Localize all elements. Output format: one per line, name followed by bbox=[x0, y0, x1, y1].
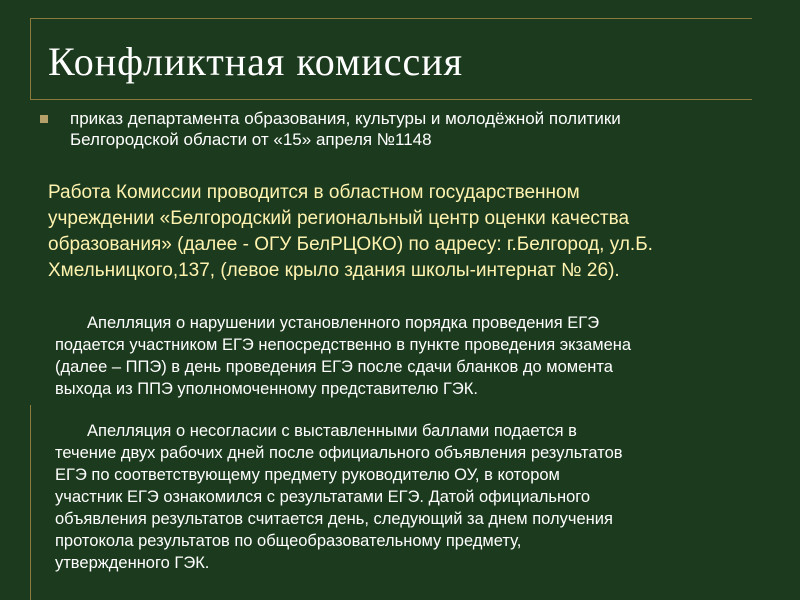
bullet-item bbox=[40, 108, 760, 150]
paragraph-line: участник ЕГЭ ознакомился с результатами ЕГЭ. Датой официального bbox=[55, 488, 591, 506]
paragraph-line: объявления результатов считается день, следующий за днем получения bbox=[55, 510, 613, 528]
paragraph-line: утвержденного ГЭК. bbox=[55, 554, 210, 572]
paragraph-line: Апелляция о несогласии с выставленными баллами подается в bbox=[87, 422, 577, 440]
highlight-line: учреждении «Белгородский региональный центр оценки качества bbox=[48, 208, 630, 229]
frame-top-line bbox=[30, 18, 752, 19]
paragraph-line: протокола результатов по общеобразовательному предмету, bbox=[55, 532, 522, 550]
commission-location-text bbox=[48, 180, 778, 284]
paragraph-line: (далее – ППЭ) в день проведения ЕГЭ после сдачи бланков до момента bbox=[55, 358, 613, 376]
paragraph-line: ЕГЭ по соответствующему предмету руководителю ОУ, в котором bbox=[55, 466, 560, 484]
bullet-square-icon bbox=[40, 115, 48, 123]
slide-title: Конфликтная комиссия bbox=[48, 39, 463, 84]
highlight-line: образования» (далее - ОГУ БелРЦОКО) по адресу: г.Белгород, ул.Б. bbox=[48, 234, 653, 255]
highlight-line: Работа Комиссии проводится в областном государственном bbox=[48, 182, 580, 203]
appeal-procedure-paragraph bbox=[55, 312, 767, 400]
bullet-line: Белгородской области от «15» апреля №1148 bbox=[70, 130, 432, 149]
paragraph-line: выхода из ППЭ уполномоченному представителю ГЭК. bbox=[55, 380, 478, 398]
paragraph-line: Апелляция о нарушении установленного порядка проведения ЕГЭ bbox=[87, 314, 600, 332]
paragraph-line: подается участником ЕГЭ непосредственно в пункте проведения экзамена bbox=[55, 336, 632, 354]
frame-left-line bbox=[30, 18, 31, 100]
bullet-line: приказ департамента образования, культуры и молодёжной политики bbox=[70, 109, 621, 128]
frame-title-underline bbox=[30, 99, 752, 100]
paragraph-line: течение двух рабочих дней после официального объявления результатов bbox=[55, 444, 623, 462]
appeal-scores-paragraph bbox=[55, 420, 767, 574]
highlight-line: Хмельницкого,137, (левое крыло здания школы-интернат № 26). bbox=[48, 260, 620, 281]
bullet-text bbox=[70, 108, 760, 150]
frame-bottom-left-line bbox=[30, 405, 31, 600]
